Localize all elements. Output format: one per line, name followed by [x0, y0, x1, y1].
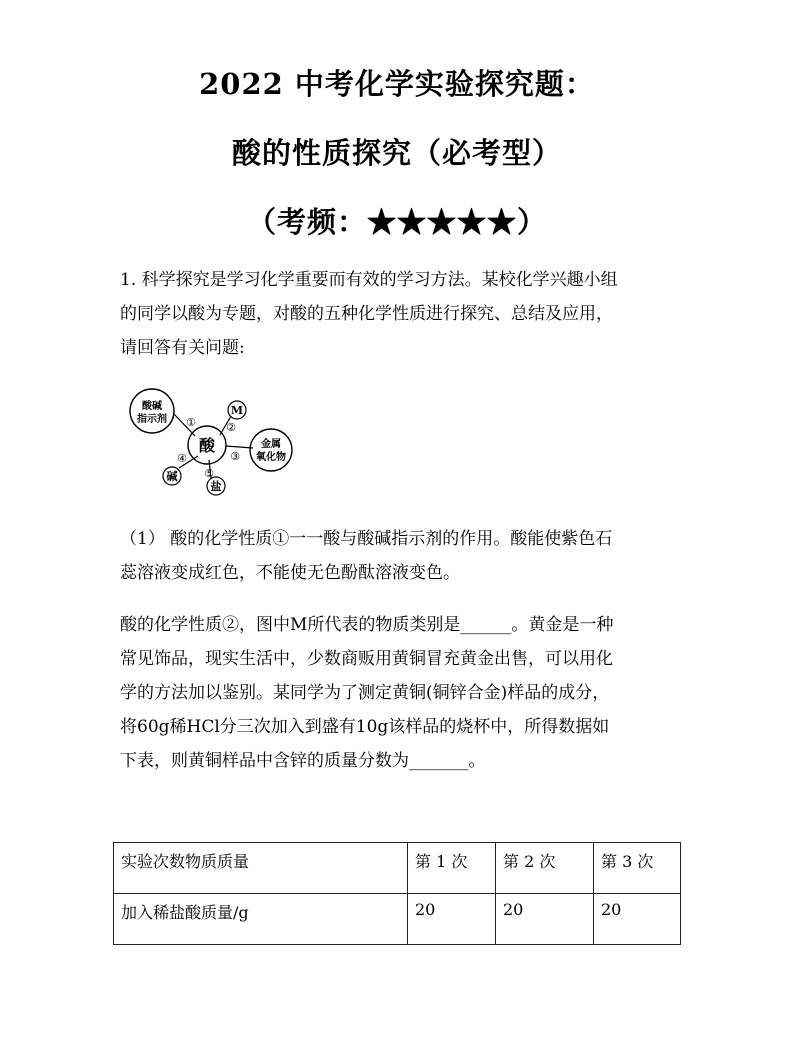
part-2	[120, 608, 680, 778]
diagram-number-1: ①	[186, 416, 196, 429]
part-2-line: 酸的化学性质②，图中M所代表的物质类别是______。黄金是一种	[120, 615, 614, 635]
table-cell: 第 2 次	[496, 843, 594, 894]
diagram-metal-label: M	[230, 404, 244, 417]
diagram-base-label: 碱	[166, 470, 178, 483]
diagram-center-label: 酸	[198, 436, 216, 455]
part-2-line: 将60g稀HCl分三次加入到盛有10g该样品的烧杯中，所得数据如	[120, 717, 610, 737]
table-cell: 加入稀盐酸质量/g	[114, 894, 408, 945]
table-header-row	[114, 843, 681, 894]
table-row	[114, 894, 681, 945]
part-2-line: 常见饰品，现实生活中，少数商贩用黄铜冒充黄金出售，可以用化	[120, 649, 613, 669]
question-1-line: 1. 科学探究是学习化学重要而有效的学习方法。某校化学兴趣小组	[120, 270, 618, 290]
diagram-number-4: ④	[177, 452, 187, 465]
table-cell: 20	[496, 894, 594, 945]
diagram-number-3: ③	[230, 450, 240, 463]
doc-title-line1: 2022 中考化学实验探究题：	[199, 67, 595, 101]
question-1	[120, 263, 680, 365]
table-cell: 实验次数物质质量	[114, 843, 408, 894]
experiment-data-table	[113, 842, 681, 945]
part-2-line: 下表，则黄铜样品中含锌的质量分数为_______。	[120, 751, 486, 771]
diagram-indicator-label: 指示剂	[137, 414, 167, 425]
table-cell: 20	[408, 894, 496, 945]
doc-title-line3: （考频：★★★★★）	[246, 205, 547, 239]
diagram-number-2: ②	[226, 421, 236, 434]
table-cell: 第 1 次	[408, 843, 496, 894]
diagram-salt-label: 盐	[210, 480, 222, 493]
part-1-line: 蕊溶液变成红色，不能使无色酚酞溶液变色。	[120, 563, 460, 583]
part-2-line: 学的方法加以鉴别。某同学为了测定黄铜(铜锌合金)样品的成分，	[120, 683, 610, 703]
diagram-oxide-label: 氧化物	[256, 452, 286, 463]
diagram-indicator-label: 酸碱	[142, 401, 162, 412]
diagram-oxide-label: 金属	[261, 439, 281, 450]
doc-title-line2: 酸的性质探究（必考型）	[231, 136, 562, 170]
part-1	[120, 522, 680, 590]
diagram-number-5: ⑤	[204, 467, 214, 480]
part-1-line: （1） 酸的化学性质①一一酸与酸碱指示剂的作用。酸能使紫色石	[120, 529, 613, 549]
question-1-line: 的同学以酸为专题，对酸的五种化学性质进行探究、总结及应用，	[120, 304, 613, 324]
table-cell: 20	[594, 894, 681, 945]
acid-properties-diagram	[125, 388, 295, 498]
question-1-line: 请回答有关问题:	[120, 338, 245, 358]
table-cell: 第 3 次	[594, 843, 681, 894]
